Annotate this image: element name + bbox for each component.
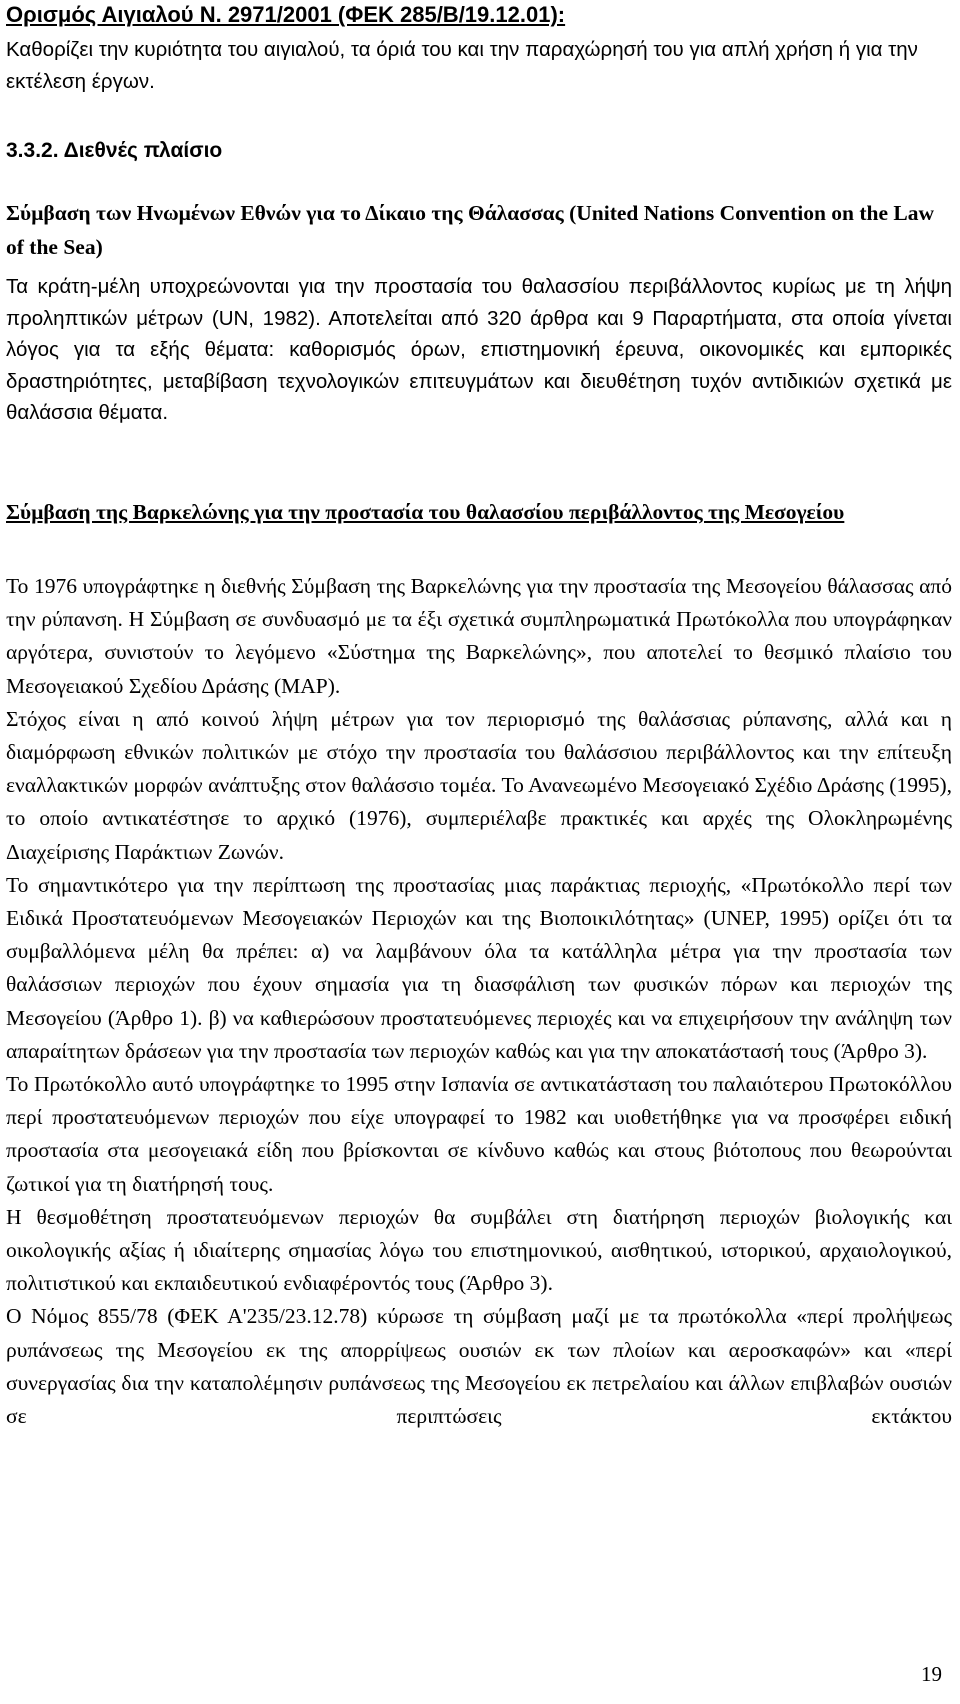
barcelona-paragraph-1: Το 1976 υπογράφτηκε η διεθνής Σύμβαση της Βαρκελώνης για την προστασία της Μεσογείου θάλασσας από την ρύπανση. Η Σύμβαση σε συνδυασμό με τα έξι σχετικά συμπληρωματικά Πρωτόκολλα που υπογράφηκαν αργότερα, συνιστούν το λεγόμενο «Σύστημα της Βαρκελώνης», που αποτελεί το θεσμικό πλαίσιο του Μεσογειακού Σχεδίου Δράσης (MAP). (6, 574, 952, 698)
unclos-paragraph: Τα κράτη-μέλη υποχρεώνονται για την προστασία του θαλασσίου περιβάλλοντος κυρίως με τη λήψη προληπτικών μέτρων (UN, 1982). Αποτελείται από 320 άρθρα και 9 Παραρτήματα, στα οποία γίνεται λόγος για τα εξής θέματα: καθορισμός όρων, επιστημονική έρευνα, οικονομικές και εμπορικές δραστηριότητες, μεταβίβαση τεχνολογικών επιτευγμάτων και διευθέτηση τυχόν αντιδικιών σχετικά με θαλάσσια θέματα. (6, 275, 952, 424)
barcelona-title: Σύμβαση της Βαρκελώνης για την προστασία του θαλασσίου περιβάλλοντος της Μεσογείου (6, 500, 845, 524)
definition-paragraph (6, 34, 952, 97)
barcelona-paragraph-2: Στόχος είναι η από κοινού λήψη μέτρων για τον περιορισμό της θαλάσσιας ρύπανσης, αλλά και η διαμόρφωση εθνικών πολιτικών με στόχο την προστασία του θαλάσσιου περιβάλλοντος και την επίτευξη εναλλακτικών μορφών ανάπτυξης στον θαλάσσιο τομέα. Το Ανανεωμένο Μεσογειακό Σχέδιο Δράσης (1995), το οποίο αντικατέστησε το αρχικό (1976), συμπεριέλαβε πρακτικές και αρχές της Ολοκληρωμένης Διαχείρισης Παράκτιων Ζωνών. (6, 706, 952, 864)
barcelona-paragraph-5: Η θεσμοθέτηση προστατευόμενων περιοχών θα συμβάλει στη διατήρηση περιοχών βιολογικής και οικολογικής αξίας ή ιδιαίτερης σημασίας λόγω του επιστημονικού, αισθητικού, ιστορικού, αρχαιολογικού, πολιτιστικού και εκπαιδευτικού ενδιαφέροντός τους (Άρθρο 3). (6, 1204, 952, 1296)
barcelona-paragraph-6: Ο Νόμος 855/78 (ΦΕΚ Α'235/23.12.78) κύρωσε τη σύμβαση μαζί με τα πρωτόκολλα «περί προλήψεως ρυπάνσεως της Μεσογείου εκ της απορρίψεως ουσιών εκ των πλοίων και αεροσκαφών» και «περί συνεργασίας δια την καταπολέμησιν ρυπάνσεως της Μεσογείου εκ πετρελαίου και άλλων επιβλαβών ουσιών σε περιπτώσεις εκτάκτου (6, 1304, 952, 1429)
barcelona-paragraph-3: Το σημαντικότερο για την περίπτωση της προστασίας μιας παράκτιας περιοχής, «Πρωτόκολλο περί των Ειδικά Προστατευόμενων Μεσογειακών Περιοχών και της Βιοποικιλότητας» (UNEP, 1995) ορίζει ότι τα συμβαλλόμενα μέλη θα πρέπει: α) να λαμβάνουν όλα τα κατάλληλα μέτρα για την προστασία των θαλάσσιων περιοχών που έχουν σημασία για τη διασφάλιση των φυσικών πόρων και περιοχών της Μεσογείου (Άρθρο 1). β) να καθιερώσουν προστατευόμενες περιοχές και να επιχειρήσουν την ανάληψη των απαραίτητων δράσεων για την προστασία των περιοχών καθώς και για την αποκατάστασή τους (Άρθρο 3). (6, 872, 952, 1063)
unclos-section (6, 271, 952, 429)
barcelona-section (6, 570, 952, 1433)
section-heading: 3.3.2. Διεθνές πλαίσιο (6, 139, 223, 162)
unclos-title: Σύμβαση των Ηνωμένων Εθνών για το Δίκαιο της Θάλασσας (United Nations Convention on the Law of the Sea) (6, 201, 935, 259)
barcelona-paragraph-4: Το Πρωτόκολλο αυτό υπογράφτηκε το 1995 στην Ισπανία σε αντικατάσταση του παλαιότερου Πρωτοκόλλου περί προστατευόμενων περιοχών που είχε υπογραφεί το 1982 και υιοθετήθηκε για να προσφέρει ειδική προστασία στα μεσογειακά είδη που βρίσκονται σε κίνδυνο καθώς και στους βιότοπους που θεωρούνται ζωτικοί για τη διατήρησή τους. (6, 1072, 952, 1196)
definition-title: Ορισμός Αιγιαλού Ν. 2971/2001 (ΦΕΚ 285/Β/19.12.01): (6, 2, 566, 27)
page-number: 19 (921, 1662, 942, 1686)
definition-text: Καθορίζει την κυριότητα του αιγιαλού, τα όριά του και την παραχώρησή του για απλή χρήση ή για την εκτέλεση έργων. (6, 38, 918, 93)
